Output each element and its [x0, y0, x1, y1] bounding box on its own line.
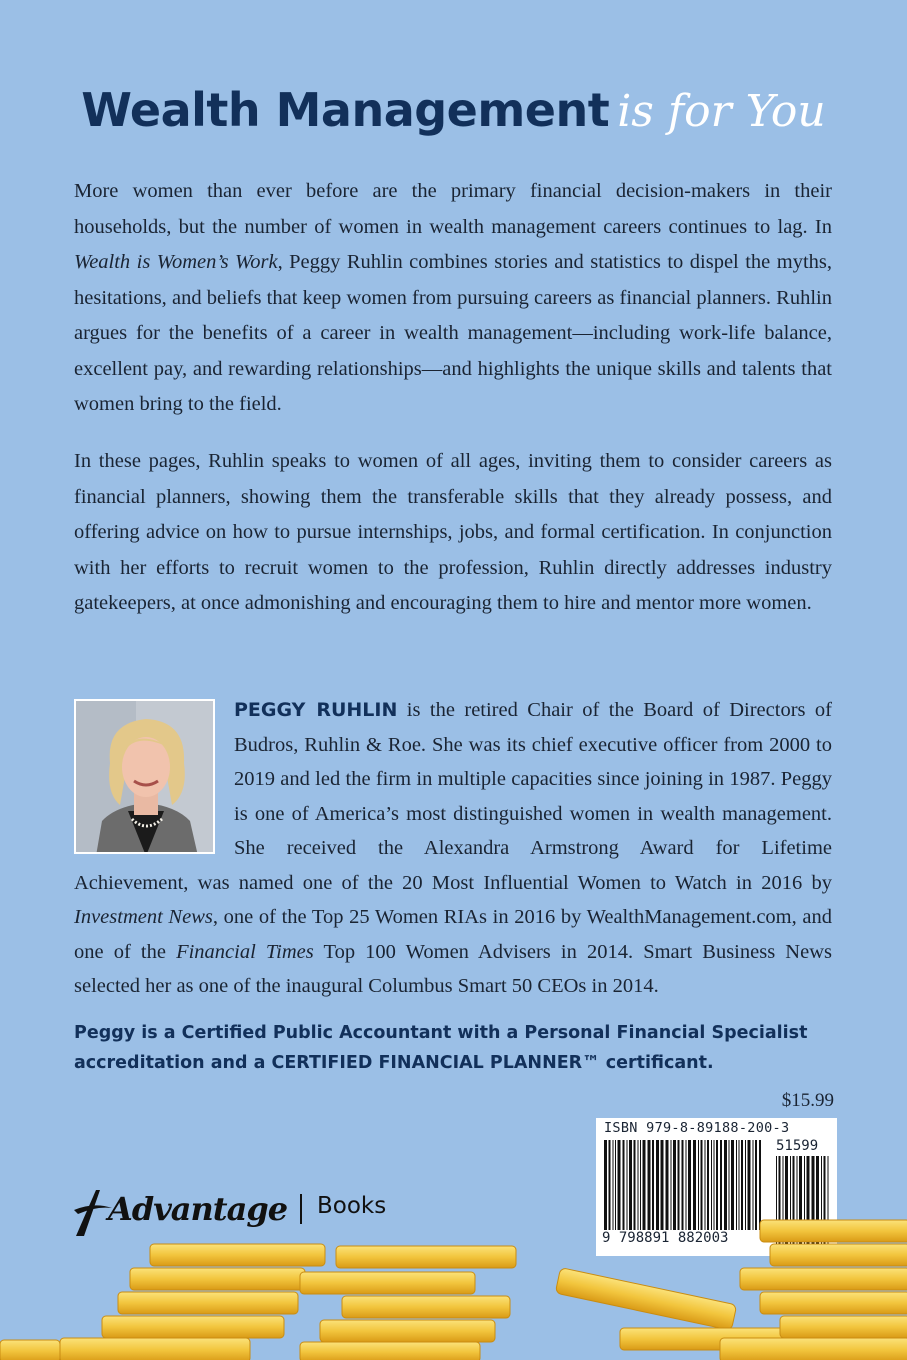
title-main: Wealth Management: [81, 83, 610, 137]
author-credentials: Peggy is a Certified Public Accountant with a Personal Financial Specialist accreditation and a CERTIFIED FINANCIAL PLANNER™ certificant.: [74, 1023, 808, 1073]
isbn-number: ISBN 979-8-89188-200-3: [604, 1120, 790, 1136]
barcode-digits: 9 798891 882003: [602, 1230, 729, 1246]
gold-coins-illustration: [0, 1200, 907, 1360]
price-label: $15.99: [781, 1090, 834, 1111]
description-text: More women than ever before are the primary financial decision-makers in their households, but the number of women in wealth management careers continues to lag. In: [74, 180, 832, 238]
cover-title: [0, 80, 907, 142]
bio-text: is the retired Chair of the Board of Directors of Budros, Ruhlin & Roe. She was its chief executive officer from 2000 to 2019 and led the firm in multiple capacities since joining in 1987. Peggy is one of America’s most distinguished women in wealth management. She received the Alexandra Armstrong Award for Lifetime Achievement, was named one of the 20 Most Influential Women to Watch in 2016 by: [74, 699, 832, 894]
publication-name: Investment News: [74, 906, 213, 928]
author-bio: [74, 693, 832, 1004]
photo-spacer: [74, 693, 234, 861]
publisher-logo: Advantage: [108, 1190, 288, 1228]
bio-text: , one of the Top 25 Women RIAs in 2016 by WealthManagement.com, and one of the: [74, 906, 832, 963]
bio-text: Top 100 Women Advisers in 2014. Smart Business News selected her as one of the inaugural Columbus Smart 50 CEOs in 2014.: [74, 940, 832, 997]
description-paragraph-1: [74, 174, 832, 423]
book-title: Wealth is Women’s Work: [74, 251, 278, 273]
description-text: , Peggy Ruhlin combines stories and statistics to dispel the myths, hesitations, and beliefs that keep women from pursuing careers as financial planners. Ruhlin argues for the benefits of a career in wealth management—including work-life balance, excellent pay, and rewarding relationships—and highlights the unique skills and talents that women bring to the field.: [74, 251, 832, 415]
publication-name: Financial Times: [176, 940, 314, 963]
author-name: PEGGY RUHLIN: [234, 699, 398, 721]
description-paragraph-2: In these pages, Ruhlin speaks to women of all ages, inviting them to consider careers as financial planners, showing them the transferable skills that they already possess, and offering advice on how to pursue internships, jobs, and formal certification. In conjunction with her efforts to recruit women to the profession, Ruhlin directly addresses industry gatekeepers, at once admonishing and encouraging them to hire and mentor more women.: [74, 450, 832, 614]
barcode-addon: 51599: [776, 1138, 819, 1154]
publisher-imprint: Books: [317, 1193, 387, 1219]
title-accent: is for You: [617, 86, 826, 137]
